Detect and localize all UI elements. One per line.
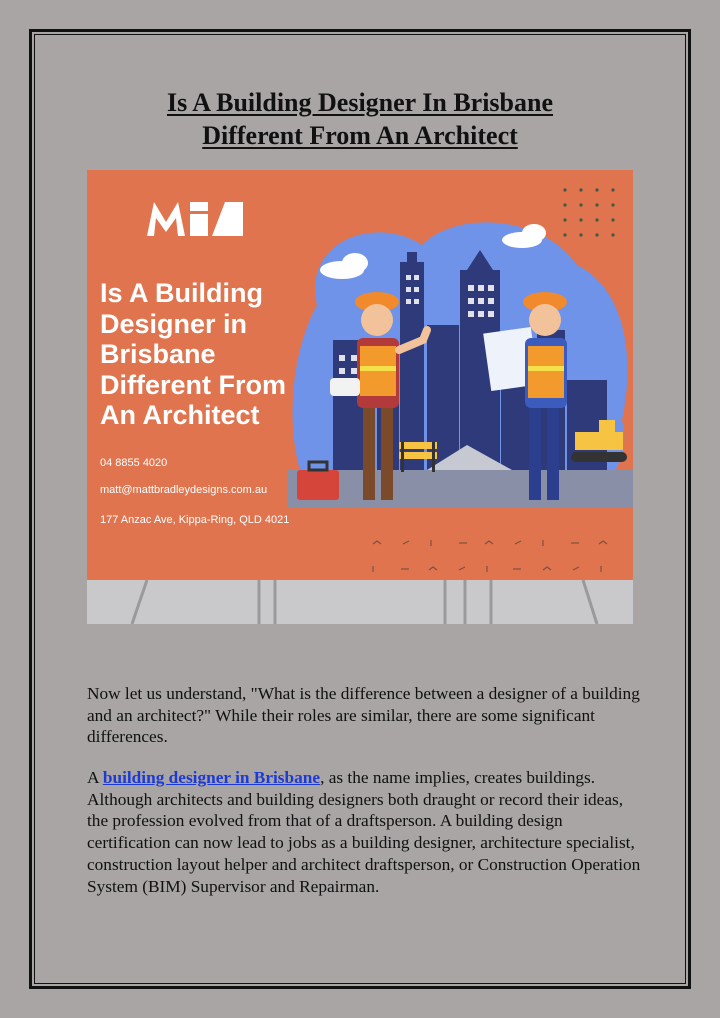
banner-phone: 04 8855 4020 [100, 457, 168, 469]
dot-pattern-icon [563, 188, 614, 236]
banner-heading-line: Different From [100, 369, 287, 400]
strip-lines [87, 580, 633, 624]
banner-lower-strip [87, 580, 633, 624]
paragraph-prefix: A [87, 768, 103, 787]
decorative-marks [373, 540, 607, 572]
body-paragraph-2 [87, 767, 643, 897]
banner-heading [100, 278, 310, 431]
paragraph-text: Now let us understand, "What is the difference between a designer of a building and an architect?" While their roles are similar, there are some significant differences. [87, 684, 640, 747]
logo-icon [147, 202, 243, 236]
paragraph-rest: , as the name implies, creates buildings. Although architects and building designers both draught or record their ideas, the profession evolved from that of a draftsperson. A building design certification can now lead to jobs as a building designer, architecture specialist, construction layout helper and architect draftsperson, or Construction Operation System (BIM) Supervisor and Repairman. [87, 768, 641, 896]
banner-address: 177 Anzac Ave, Kippa-Ring, QLD 4021 [100, 514, 290, 526]
title-line-1: Is A Building Designer In Brisbane [166, 88, 554, 117]
banner-heading-line: An Architect [100, 400, 260, 430]
hero-banner-image [87, 170, 633, 580]
page-title [60, 86, 660, 152]
banner-heading-line: Brisbane [100, 339, 216, 369]
banner-email: matt@mattbradleydesigns.com.au [100, 484, 268, 496]
building-designer-link[interactable]: building designer in Brisbane [102, 768, 321, 787]
body-paragraph-1 [87, 683, 643, 748]
banner-heading-line: Designer in [100, 308, 248, 339]
paragraph-text [87, 767, 643, 897]
banner-heading-line: Is A Building [100, 278, 263, 308]
title-line-2: Different From An Architect [202, 121, 518, 150]
